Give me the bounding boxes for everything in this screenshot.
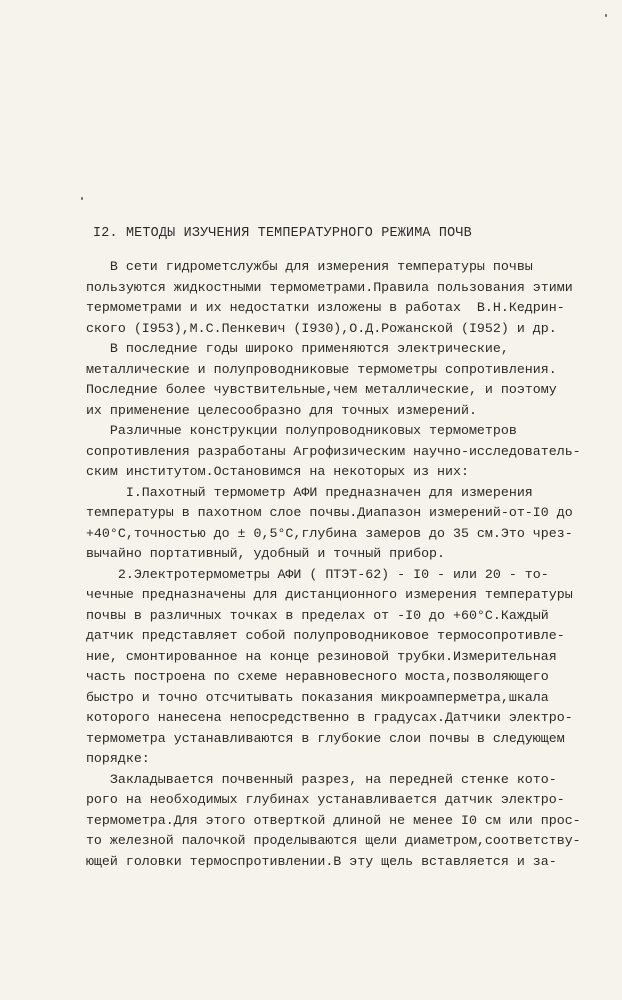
text-line: почвы в различных точках в пределах от -I0 до +60°С.Каждый	[62, 607, 549, 623]
text-line: ние, смонтированное на конце резиновой трубки.Измерительная	[62, 648, 557, 664]
text-line: В сети гидрометслужбы для измерения температуры почвы	[62, 259, 533, 274]
text-line: их применение целесообразно для точных измерений.	[62, 402, 477, 418]
text-line: Последние более чувствительные,чем металлические, и поэтому	[62, 382, 557, 397]
text-line: термометра устанавливаются в глубокие слои почвы в следующем	[62, 730, 565, 746]
text-line: ского (I953),М.С.Пенкевич (I930),О.Д.Рожанской (I952) и др.	[62, 320, 557, 336]
text-line: температуры в пахотном слое почвы.Диапазон измерений-от-I0 до	[62, 505, 573, 520]
text-line: Закладывается почвенный разрез, на передней стенке кото-	[62, 771, 557, 787]
text-line: термометрами и их недостатки изложены в работах В.Н.Кедрин-	[62, 300, 565, 315]
text-line: порядке:	[62, 751, 150, 766]
text-line: Различные конструкции полупроводниковых термометров	[62, 423, 517, 438]
speck-mark	[605, 14, 607, 17]
text-line: часть построена по схеме неравновесного моста,позволяющего	[62, 669, 549, 684]
body-text	[62, 257, 581, 872]
text-line: металлические и полупроводниковые термометры сопротивления.	[62, 361, 557, 377]
section-heading: I2. МЕТОДЫ ИЗУЧЕНИЯ ТЕМПЕРАТУРНОГО РЕЖИМА ПОЧВ	[93, 226, 472, 241]
speck-mark	[81, 197, 83, 200]
text-line: датчик представляет собой полупроводниковое термосопротивле-	[62, 628, 565, 643]
text-line: то железной палочкой проделываются щели диаметром,соответству-	[62, 833, 581, 848]
text-line: I.Пахотный термометр АФИ предназначен для измерения	[62, 484, 533, 500]
text-line: вычайно портативный, удобный и точный прибор.	[62, 546, 446, 561]
text-line: ским институтом.Остановимся на некоторых из них:	[62, 464, 469, 479]
text-line: +40°С,точностью до ± 0,5°С,глубина замеров до 35 см.Это чрез-	[62, 525, 573, 541]
text-line: рого на необходимых глубинах устанавливается датчик электро-	[62, 792, 565, 807]
text-line: сопротивления разработаны Агрофизическим научно-исследователь-	[62, 443, 581, 459]
text-line: чечные предназначены для дистанционного измерения температуры	[62, 587, 573, 602]
text-line: быстро и точно отсчитывать показания микроамперметра,шкала	[62, 689, 549, 705]
text-line: термометра.Для этого отверткой длиной не менее I0 см или прос-	[62, 812, 581, 828]
text-line: 2.Электротермометры АФИ ( ПТЭТ-62) - I0 - или 20 - то-	[62, 566, 549, 582]
text-line: которого нанесена непосредственно в градусах.Датчики электро-	[62, 710, 573, 725]
text-line: ющей головки термоспротивлении.В эту щель вставляется и за-	[62, 853, 557, 869]
text-line: пользуются жидкостными термометрами.Правила пользования этими	[62, 279, 573, 295]
text-line: В последние годы широко применяются электрические,	[62, 341, 509, 356]
